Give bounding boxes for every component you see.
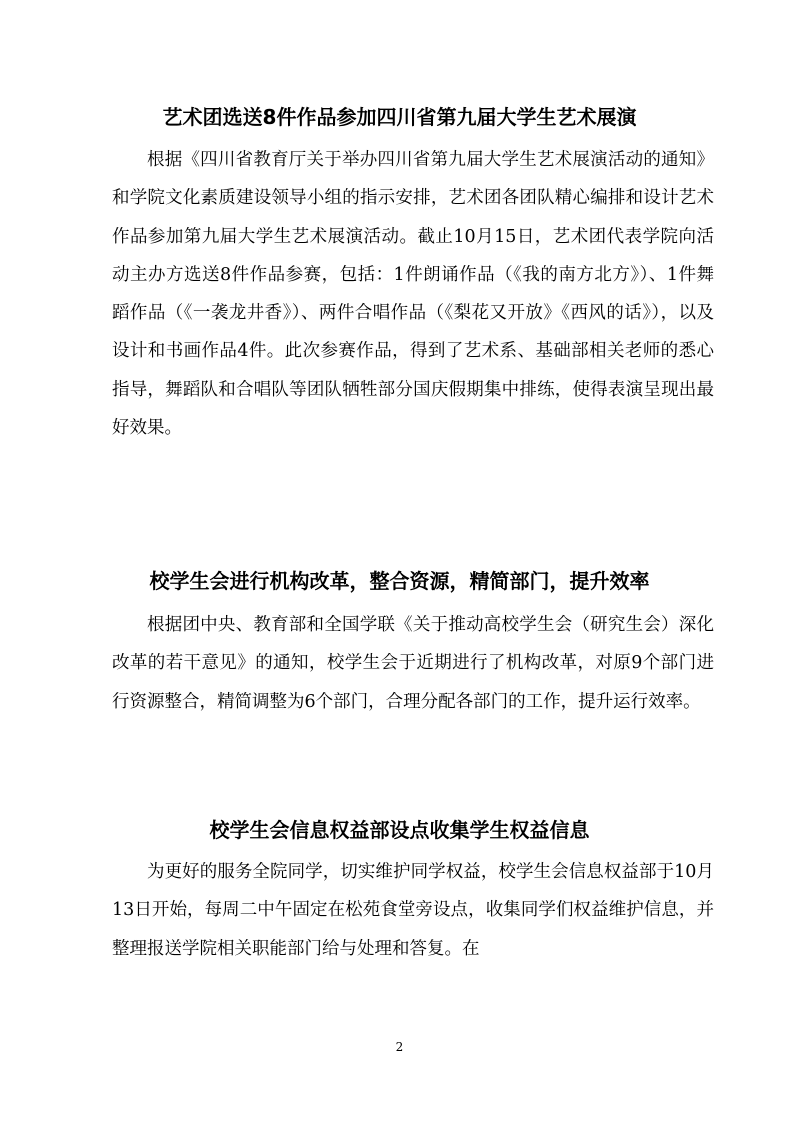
page-number: 2 bbox=[395, 1040, 404, 1054]
section-2-body: 根据团中央、教育部和全国学联《关于推动高校学生会（研究生会）深化改革的若干意见》的通知，校学生会于近期进行了机构改革，对原9个部门进行资源整合，精简调整为6个部门，合理分配各部门的工作，提升运行效率。 bbox=[112, 615, 714, 712]
section-3-title: 校学生会信息权益部设点收集学生权益信息 bbox=[209, 818, 590, 842]
section-1-title: 艺术团选送8件作品参加四川省第九届大学生艺术展演 bbox=[162, 105, 637, 129]
section-1-body: 根据《四川省教育厅关于举办四川省第九届大学生艺术展演活动的通知》和学院文化素质建设领导小组的指示安排，艺术团各团队精心编排和设计艺术作品参加第九届大学生艺术展演活动。截止10月15日，艺术团代表学院向活动主办方选送8件作品参赛，包括：1件朗诵作品（《我的南方北方》）、1件舞蹈作品（《一袭龙井香》）、两件合唱作品（《梨花又开放》《西风的话》），以及设计和书画作品4件。此次参赛作品，得到了艺术系、基础部相关老师的悉心指导，舞蹈队和合唱队等团队牺牲部分国庆假期集中排练，使得表演呈现出最好效果。 bbox=[112, 150, 714, 439]
section-2-title: 校学生会进行机构改革，整合资源，精简部门，提升效率 bbox=[149, 569, 650, 593]
section-3-body: 为更好的服务全院同学，切实维护同学权益，校学生会信息权益部于10月13日开始，每周二中午固定在松苑食堂旁设点，收集同学们权益维护信息，并整理报送学院相关职能部门给与处理和答复。在 bbox=[112, 862, 714, 959]
